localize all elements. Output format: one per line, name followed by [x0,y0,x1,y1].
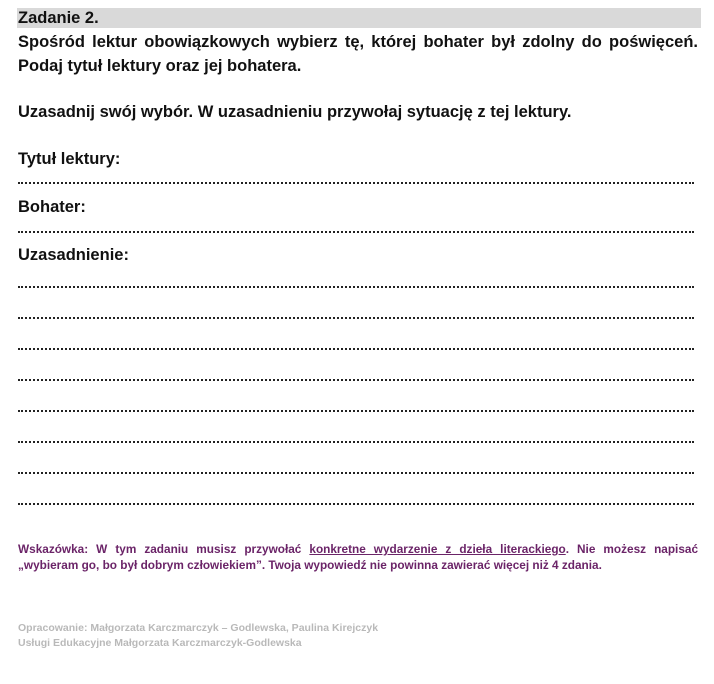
justification-answer-line-2[interactable] [18,317,694,319]
hint-suffix: . Nie możesz napisać „wybieram go, bo był dobrym człowiekiem”. Twoja wypowiedź nie powinna zawierać więcej niż 4 zdania. [18,542,699,572]
hero-field-label: Bohater: [18,198,86,216]
justification-answer-line-1[interactable] [18,286,694,288]
title-answer-line[interactable] [18,182,694,184]
footer-company: Usługi Edukacyjne Małgorzata Karczmarczyk-Godlewska [18,637,302,649]
task-header: Zadanie 2. [17,8,701,28]
task-prompt: Spośród lektur obowiązkowych wybierz tę, której bohater był zdolny do poświęceń. Podaj tytuł lektury oraz jej bohatera. [18,33,698,75]
justification-answer-line-8[interactable] [18,503,694,505]
justification-field-label: Uzasadnienie: [18,246,129,264]
justification-answer-line-5[interactable] [18,410,694,412]
hint-emphasis: konkretne wydarzenie z dzieła literackiego [309,542,566,556]
justification-answer-line-3[interactable] [18,348,694,350]
justification-answer-line-6[interactable] [18,441,694,443]
hero-answer-line[interactable] [18,231,694,233]
hint-prefix: Wskazówka: W tym zadaniu musisz przywołać [18,542,310,556]
footer-authors: Opracowanie: Małgorzata Karczmarczyk – Godlewska, Paulina Kirejczyk [18,622,379,634]
title-field-label: Tytuł lektury: [18,150,121,168]
hint-box [18,542,698,573]
justification-answer-line-4[interactable] [18,379,694,381]
justification-answer-line-7[interactable] [18,472,694,474]
task-instruction: Uzasadnij swój wybór. W uzasadnieniu przywołaj sytuację z tej lektury. [18,103,572,121]
